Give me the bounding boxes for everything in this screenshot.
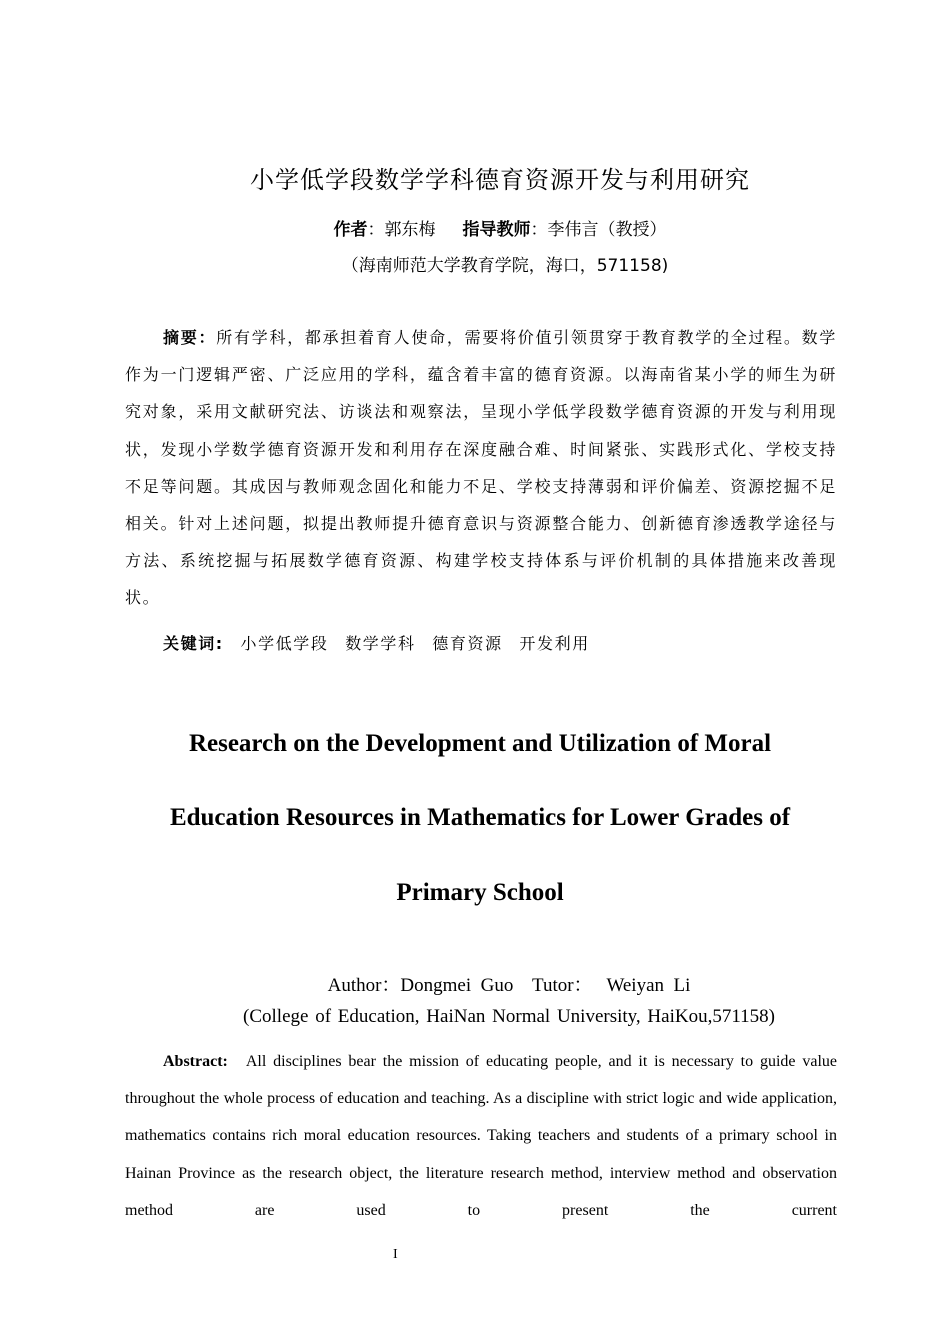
abstract-label-english: Abstract: [163, 1053, 228, 1070]
title-english-line-1: Research on the Development and Utilization of Moral [188, 730, 772, 757]
abstract-english [125, 1043, 837, 1229]
affiliation-chinese: （海南师范大学教育学院，海口，571158) [341, 256, 669, 276]
keyword-item: 德育资源 [432, 634, 503, 653]
abstract-label-chinese: 摘要： [163, 328, 217, 347]
keyword-item: 小学低学段 [240, 634, 329, 653]
author-separator: ： [367, 220, 385, 240]
author-line-english: Author：Dongmei Guo Tutor： Weiyan Li [327, 975, 691, 996]
abstract-text-english: All disciplines bear the mission of educating people, and it is necessary to guide value throughout the whole process of education and teaching. As a discipline with strict logic and wide application, mathematics contains rich moral education resources. Taking teachers and students of a primary school in Hainan Province as the research object, the literature research method, interview method and observation method are used to present the current [125, 1053, 837, 1219]
abstract-chinese [125, 319, 837, 617]
keywords-label: 关键词: [163, 634, 224, 653]
author-line-chinese [0, 215, 950, 240]
tutor-label: 指导教师 [462, 220, 531, 240]
keyword-item: 开发利用 [519, 634, 590, 653]
keywords-chinese [163, 631, 600, 654]
tutor-separator: ： [530, 220, 548, 240]
tutor-name: 李伟言（教授） [547, 220, 667, 240]
author-label: 作者 [333, 220, 368, 240]
title-chinese: 小学低学段数学学科德育资源开发与利用研究 [250, 166, 750, 194]
affiliation-english: (College of Education, HaiNan Normal University, HaiKou,571158) [243, 1006, 775, 1027]
keyword-item: 数学学科 [345, 634, 416, 653]
author-name: 郭东梅 [384, 220, 436, 240]
title-english-line-3: Primary School [396, 879, 564, 906]
title-english-line-2: Education Resources in Mathematics for Lower Grades of [169, 804, 791, 831]
abstract-text-chinese: 所有学科，都承担着育人使命，需要将价值引领贯穿于教育教学的全过程。数学作为一门逻辑严密、广泛应用的学科，蕴含着丰富的德育资源。以海南省某小学的师生为研究对象，采用文献研究法、访谈法和观察法，呈现小学低学段数学德育资源的开发与利用现状，发现小学数学德育资源开发和利用存在深度融合难、时间紧张、实践形式化、学校支持不足等问题。其成因与教师观念固化和能力不足、学校支持薄弱和评价偏差、资源挖掘不足相关。针对上述问题，拟提出教师提升德育意识与资源整合能力、创新德育渗透教学途径与方法、系统挖掘与拓展数学德育资源、构建学校支持体系与评价机制的具体措施来改善现状。 [125, 328, 837, 608]
page-number: I [393, 1247, 398, 1262]
